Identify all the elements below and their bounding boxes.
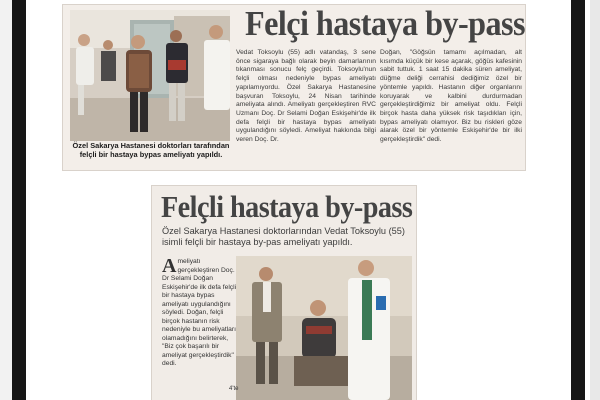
clipping-2-photo (236, 256, 412, 400)
drop-cap: A (162, 255, 177, 277)
headline: Felçli hastaya by-pass (161, 189, 413, 224)
scan-left-border (12, 0, 26, 400)
newspaper-clipping-1 (63, 5, 525, 170)
scan-right-border (571, 0, 585, 400)
article-body (162, 255, 240, 369)
page-reference: 4'te (229, 386, 239, 392)
scan-left-edge (0, 0, 12, 400)
headline: Felçi hastaya by-pass (245, 4, 526, 43)
article-column-1: Vedat Toksoylu (55) adlı vatandaş, 3 sene önce sigaraya bağlı olarak beyin damarlarının tıkanması sonucu felç geçirdi. Toksoylu'nun felçli olması nedeniyle bypas ameliyatı yapılamıyordu. Özel Sakarya Hastanesine başvuran Toksoylu, 24 Nisan tarihinde ameliyata alındı. Ameliyatı gerçekleştiren RVC Uzmanı Doç. Dr Selami Doğan Eskişehir'de ilk defa felçli bir hastaya bypas ameliyatı uygulandığını söyledi. Ameliyat hakkında bilgi veren Doç. Dr. (236, 49, 376, 144)
article-column-2: Doğan, "Göğsün tamamı açılmadan, alt kısımda küçük bir kese açarak, göğüs kafesinin sabit tuttuk. 1 saat 15 dakika süren ameliyat, düğme deliği cerrahisi dediğimiz özel bir yöntemle yapıldı. Hastanın diğer organlarını koruyarak ve kalbini durdurmadan gerçekleştirdiğimiz bir ameliyat oldu. Felçli birçok hasta daha yüksek risk taşıdıkları için, bypas ameliyatı olamıyor. Biz bu riskleri göze alarak özel bir yöntemle Eskişehir'de bir ilki gerçekleştirdik" dedi. (380, 49, 522, 144)
hospital-corridor-image (70, 10, 230, 141)
photo-caption: Özel Sakarya Hastanesi doktorları tarafından felçli bir hastaya bypas ameliyatı yapıldı. (72, 141, 230, 159)
lead-paragraph: Özel Sakarya Hastanesi doktorlarından Vedat Toksoylu (55) isimli felçli bir hastaya by-pas ameliyatı yapıldı. (162, 226, 405, 247)
article-body-text: meliyatı gerçekleştiren Doç. Dr Selami Doğan Eskişehir'de ilk defa felçli bir hastaya bypas ameliyatı uygulandığını söyledi. Doğan, felçli birçok hastanın risk nedeniyle bu ameliyatları olamadığını belirterek, "Biz çok başarılı bir ameliyat gerçekleştirdik" dedi. (162, 258, 237, 367)
scan-right-edge (590, 0, 600, 400)
newspaper-clipping-2 (152, 186, 416, 400)
clipping-1-photo (70, 10, 230, 141)
doctors-with-patient-image (236, 256, 412, 400)
